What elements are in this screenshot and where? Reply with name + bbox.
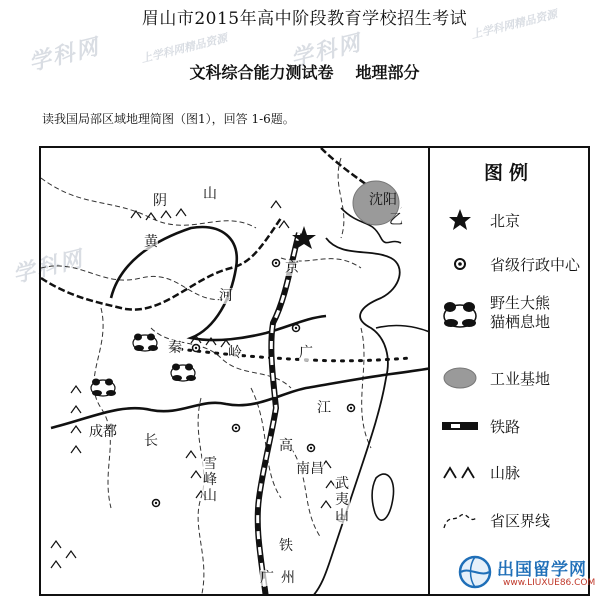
legend-label: 工业基地: [490, 370, 551, 388]
watermark: 学科网: [10, 246, 87, 289]
map-label-guang2: 广: [260, 570, 274, 586]
map-label-guang: 广: [299, 345, 313, 361]
logo-name: 出国留学网: [497, 560, 587, 580]
map-label-shenyang: 沈阳: [369, 192, 397, 208]
legend-item-boundary: [430, 500, 588, 540]
map-label-zhou: 州: [281, 570, 295, 586]
capital-dot-icon: [440, 244, 480, 284]
subtitle-exam: 文科综合能力测试卷: [189, 63, 334, 82]
map-legend: [430, 146, 590, 596]
legend-label: 铁路: [490, 418, 521, 436]
map-label-yi: 夷: [335, 492, 349, 508]
map-label-tie: 铁: [279, 538, 293, 554]
map-label-xuefeng: [202, 456, 218, 504]
border-line: [41, 218, 281, 310]
watermark: 上学科网精品资源: [469, 7, 559, 42]
legend-item-panda: [430, 294, 588, 338]
coastline: [311, 238, 400, 596]
taiwan-island: [372, 474, 393, 520]
map-drawing: [41, 148, 430, 596]
map-label-shan2: 山: [335, 508, 349, 524]
star-icon: [440, 200, 480, 240]
map-label-shan: 山: [203, 186, 217, 202]
map-label-gao: 高: [279, 438, 293, 454]
page-title: 眉山市2015年高中阶段教育学校招生考试: [141, 9, 468, 29]
legend-label: 省级行政中心: [490, 256, 581, 274]
globe-logo-icon: [455, 553, 495, 591]
map-figure: [39, 146, 430, 596]
map-label-jing: 京: [285, 260, 299, 276]
legend-item-mountain: [430, 452, 588, 492]
map-label-feng: 峰: [203, 472, 217, 488]
railway-icon: [440, 406, 480, 446]
legend-label: 省区界线: [490, 512, 551, 530]
map-label-qin: 秦: [168, 340, 182, 356]
map-label-chang: 长: [144, 433, 158, 449]
mountain-icon: [440, 452, 480, 492]
map-label-ling: 岭: [228, 345, 242, 361]
map-label-xue: 雪: [203, 456, 217, 472]
coastline: [376, 326, 430, 333]
provincial-boundaries: [41, 158, 371, 596]
watermark: 学科网: [288, 30, 365, 73]
qinling-line: [171, 348, 411, 361]
legend-item-railway: [430, 406, 588, 446]
map-label-yi2: 乙: [389, 212, 403, 228]
map-label-wuyishan: [334, 476, 350, 524]
legend-item-industrial: [430, 358, 588, 398]
legend-title: 图例: [483, 162, 534, 184]
industrial-base-icon: [440, 358, 480, 398]
map-label-yin: 阴: [153, 193, 167, 209]
watermark: 上学科网精品资源: [139, 31, 229, 66]
legend-label: 山脉: [490, 464, 521, 482]
question-intro: 读我国局部区域地理简图（图1），回答 1-6题。: [42, 112, 295, 126]
site-logo: [455, 553, 609, 593]
legend-label: 野生大熊 猫栖息地: [490, 294, 551, 331]
page-subtitle: [0, 60, 609, 83]
map-label-huang: 黄: [144, 234, 158, 250]
map-label-nanchang: 南昌: [296, 461, 324, 477]
map-label-chengdu: 成都: [89, 424, 117, 440]
legend-item-capital: [430, 244, 588, 284]
yangtze-river: [51, 368, 430, 428]
map-label-wu: 武: [335, 476, 349, 492]
map-label-shan3: 山: [203, 488, 217, 504]
map-label-he: 河: [219, 288, 233, 304]
logo-url: www.LIUXUE86.COM: [503, 578, 596, 588]
legend-item-beijing: [430, 200, 588, 240]
subtitle-section: 地理部分: [355, 63, 420, 82]
watermark: 学科网: [26, 34, 103, 77]
provincial-boundary-icon: [440, 500, 480, 540]
map-label-jiang: 江: [317, 400, 331, 416]
panda-icon: [440, 294, 480, 334]
legend-label: 北京: [490, 212, 521, 230]
